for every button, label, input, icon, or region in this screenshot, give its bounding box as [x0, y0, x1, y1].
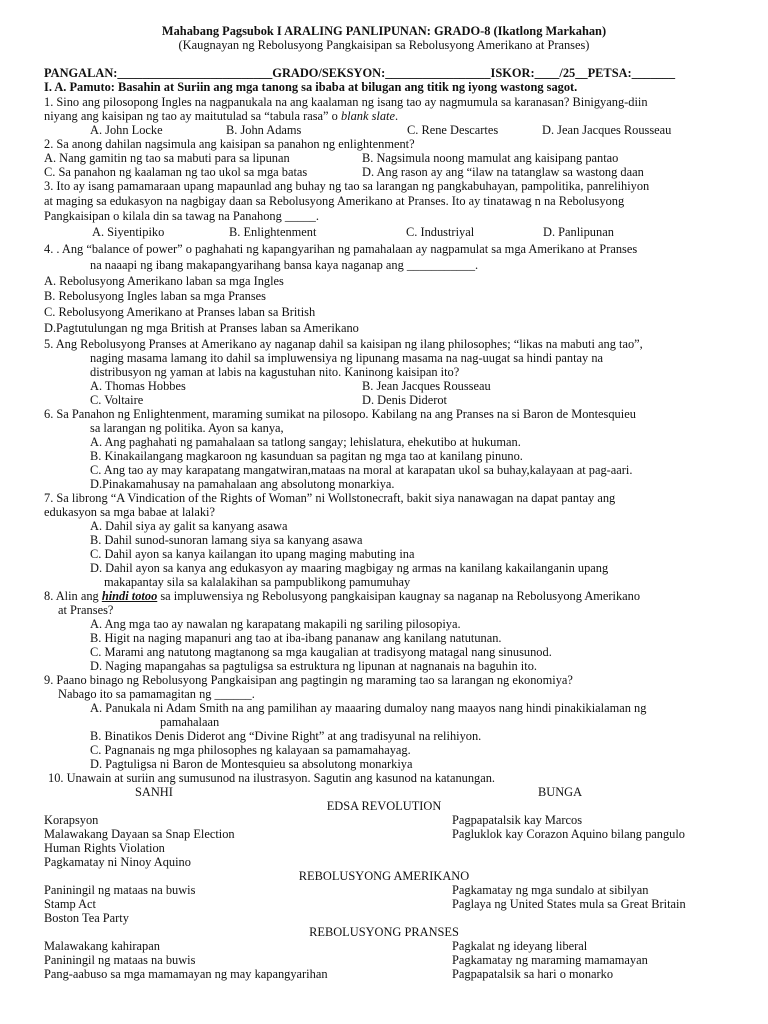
edsa-cause: Korapsyon — [44, 813, 99, 827]
q5-option-a[interactable]: A. Thomas Hobbes — [90, 379, 186, 393]
q10-stem: 10. Unawain at suriin ang sumusunod na ilustrasyon. Sagutin ang kasunod na katanungan. — [48, 771, 496, 785]
pranses-cause: Pang-aabuso sa mga mamamayan ng may kapangyarihan — [44, 967, 328, 981]
q3-option-c[interactable]: C. Industriyal — [406, 225, 475, 239]
edsa-cause: Malawakang Dayaan sa Snap Election — [44, 827, 235, 841]
q9-option-c[interactable]: C. Pagnanais ng mga philosophes ng kalayaan sa pamamahayag. — [90, 743, 411, 757]
q1-option-d[interactable]: D. Jean Jacques Rousseau — [542, 123, 672, 137]
q1-option-b[interactable]: B. John Adams — [226, 123, 302, 137]
q1-option-c[interactable]: C. Rene Descartes — [407, 123, 499, 137]
q6-option-d[interactable]: D.Pinakamahusay na pamahalaan ang absolutong monarkiya. — [90, 477, 395, 491]
pranses-effect: Pagkalat ng ideyang liberal — [452, 939, 588, 953]
q2-option-a[interactable]: A. Nang gamitin ng tao sa mabuti para sa lipunan — [44, 151, 290, 165]
edsa-cause: Human Rights Violation — [44, 841, 165, 855]
q7-option-d[interactable]: D. Dahil ayon sa kanya ang edukasyon ay maaring magbigay ng armas na kanilang kakailanganin upang — [90, 561, 609, 575]
q8-stem — [44, 589, 640, 603]
q5-option-d[interactable]: D. Denis Diderot — [362, 393, 447, 407]
q2-option-c[interactable]: C. Sa panahon ng kaalaman ng tao ukol sa mga batas — [44, 165, 308, 179]
q3-stem-cont: at maging sa edukasyon na nagbigay daan sa Rebolusyong Amerikano at Pranses. Ito ay tinatawag n na Rebolusyong — [44, 194, 625, 208]
q9-stem: 9. Paano binago ng Rebolusyong Pangkaisipan ang pagtingin ng maraming tao sa larangan ng ekonomiya? — [44, 673, 573, 687]
q4-option-c[interactable]: C. Rebolusyong Amerikano at Pranses laban sa British — [44, 305, 316, 319]
amerikano-cause: Boston Tea Party — [44, 911, 129, 925]
q2-option-d[interactable]: D. Ang rason ay ang “ilaw na tatanglaw sa wastong daan — [362, 165, 644, 179]
q7-option-d-cont[interactable]: makapantay sila sa kalalakihan sa pampublikong pamumuhay — [104, 575, 411, 589]
q6-option-c[interactable]: C. Ang tao ay may karapatang mangatwiran,mataas na moral at karapatan ukol sa buhay,kalayaan at pag-aari. — [90, 463, 633, 477]
q1-stem: 1. Sino ang pilosopong Ingles na nagpanukala na ang kaalaman ng isang tao ay nagmumula sa karanasan? Binigyang-diin — [44, 95, 648, 109]
q1-stem-end: . — [394, 109, 399, 123]
q9-option-a[interactable]: A. Panukala ni Adam Smith na ang pamilihan ay maaaring dumaloy nang maayos nang hindi pinakikialaman ng — [90, 701, 647, 715]
q8-stem-cont: at Pranses? — [58, 603, 114, 617]
q7-option-b[interactable]: B. Dahil sunod-sunoran lamang siya sa kanyang asawa — [90, 533, 363, 547]
q1-stem-text: niyang ang kaisipan ng tao ay maitutulad sa “tabula rasa” o — [44, 109, 341, 123]
q7-stem: 7. Sa librong “A Vindication of the Rights of Woman” ni Wollstonecraft, bakit siya nanawagan na dapat pantay ang — [44, 491, 616, 505]
q5-stem: 5. Ang Rebolusyong Pranses at Amerikano ay naganap dahil sa kaisipan ng ilang philosophes; “likas na mabuti ang tao”, — [44, 337, 643, 351]
q4-option-b[interactable]: B. Rebolusyong Ingles laban sa mga Pranses — [44, 289, 266, 303]
q6-option-b[interactable]: B. Kinakailangang magkaroon ng kasunduan sa pagitan ng mga tao at kanilang pinuno. — [90, 449, 523, 463]
q4-stem: 4. . Ang “balance of power” o paghahati ng kapangyarihan ng pamahalaan ay nagpamulat sa mga Amerikano at Pranses — [44, 242, 638, 256]
amerikano-effect: Pagkamatay ng mga sundalo at sibilyan — [452, 883, 649, 897]
pranses-effect: Pagkamatay ng maraming mamamayan — [452, 953, 648, 967]
q7-option-a[interactable]: A. Dahil siya ay galit sa kanyang asawa — [90, 519, 288, 533]
q9-option-a-cont[interactable]: pamahalaan — [160, 715, 220, 729]
edsa-effect: Pagpapatalsik kay Marcos — [452, 813, 583, 827]
q1-option-a[interactable]: A. John Locke — [90, 123, 163, 137]
exam-subtitle: (Kaugnayan ng Rebolusyong Pangkaisipan sa Rebolusyong Amerikano at Pranses) — [178, 38, 590, 52]
q4-stem-cont: na naaapi ng ibang makapangyarihang bansa kaya naganap ang ___________. — [90, 258, 479, 272]
q8-option-d[interactable]: D. Naging mapangahas sa pagtuligsa sa estruktura ng lipunan at nagnanais na baguhin ito. — [90, 659, 537, 673]
q5-option-c[interactable]: C. Voltaire — [90, 393, 144, 407]
q8-option-c[interactable]: C. Marami ang natutong magtanong sa mga kaugalian at tradisyong matagal nang sinusunod. — [90, 645, 552, 659]
q3-option-d[interactable]: D. Panlipunan — [543, 225, 614, 239]
q5-option-b[interactable]: B. Jean Jacques Rousseau — [362, 379, 491, 393]
q6-stem-cont: sa larangan ng politika. Ayon sa kanya, — [90, 421, 284, 435]
q3-stem: 3. Ito ay isang pamamaraan upang mapaunlad ang buhay ng tao sa larangan ng pangkabuhayan, pampolitika, panrelihiyon — [44, 179, 650, 193]
q2-option-b[interactable]: B. Nagsimula noong mamulat ang kaisipang pantao — [362, 151, 619, 165]
instructions: I. A. Pamuto: Basahin at Suriin ang mga tanong sa ibaba at bilugan ang titik ng iyong wastong sagot. — [44, 80, 578, 94]
q8-option-b[interactable]: B. Higit na naging mapanuri ang tao at iba-ibang pananaw ang kanilang natutunan. — [90, 631, 502, 645]
amerikano-cause: Stamp Act — [44, 897, 96, 911]
q5-stem-end: distribusyon ng yaman at labis na kagustuhan nito. Kaninong kaisipan ito? — [90, 365, 460, 379]
edsa-cause: Pagkamatay ni Ninoy Aquino — [44, 855, 191, 869]
section-heading-edsa: EDSA REVOLUTION — [326, 799, 442, 813]
section-heading-pranses: REBOLUSYONG PRANSES — [309, 925, 459, 939]
q6-stem: 6. Sa Panahon ng Enlightenment, maraming sumikat na pilosopo. Kabilang na ang Pranses na si Baron de Montesquieu — [44, 407, 636, 421]
pranses-effect: Pagpapatalsik sa hari o monarko — [452, 967, 614, 981]
q4-option-a[interactable]: A. Rebolusyong Amerikano laban sa mga Ingles — [44, 274, 284, 288]
q5-stem-cont: naging masama lamang ito dahil sa impluwensiya ng lipunang masama na nag-uugat sa hindi pantay na — [90, 351, 604, 365]
q8-emphasis: hindi totoo — [101, 589, 158, 603]
pranses-cause: Paniningil ng mataas na buwis — [44, 953, 196, 967]
column-header-sanhi: SANHI — [135, 785, 173, 799]
exam-title: Mahabang Pagsubok I ARALING PANLIPUNAN: GRADO-8 (Ikatlong Markahan) — [161, 24, 607, 38]
q9-stem-cont: Nabago ito sa pamamagitan ng ______. — [58, 687, 255, 701]
q9-option-d[interactable]: D. Pagtuligsa ni Baron de Montesquieu sa absolutong monarkiya — [90, 757, 413, 771]
q2-stem: 2. Sa anong dahilan nagsimula ang kaisipan sa panahon ng enlightenment? — [44, 137, 415, 151]
column-header-bunga: BUNGA — [538, 785, 583, 799]
amerikano-cause: Paniningil ng mataas na buwis — [44, 883, 196, 897]
q7-stem-cont: edukasyon sa mga babae at lalaki? — [44, 505, 215, 519]
q3-option-b[interactable]: B. Enlightenment — [229, 225, 317, 239]
student-info-line: PANGALAN:_________________________GRADO/SEKSYON:_________________ISKOR:____/25__PETSA:_______ — [44, 66, 676, 80]
q8-stem-text: 8. Alin ang — [44, 589, 102, 603]
amerikano-effect: Paglaya ng United States mula sa Great Britain — [452, 897, 686, 911]
q6-option-a[interactable]: A. Ang paghahati ng pamahalaan sa tatlong sangay; lehislatura, ehekutibo at hukuman. — [90, 435, 521, 449]
q3-stem-end: Pangkaisipan o kilala din sa tawag na Panahong _____. — [44, 209, 319, 223]
q9-option-b[interactable]: B. Binatikos Denis Diderot ang “Divine Right” at ang tradisyunal na relihiyon. — [90, 729, 482, 743]
q1-blank-slate: blank slate — [340, 109, 395, 123]
section-heading-amerikano: REBOLUSYONG AMERIKANO — [298, 869, 470, 883]
q3-option-a[interactable]: A. Siyentipiko — [92, 225, 165, 239]
q4-option-d[interactable]: D.Pagtutulungan ng mga British at Pranses laban sa Amerikano — [44, 321, 359, 335]
pranses-cause: Malawakang kahirapan — [44, 939, 160, 953]
q8-stem-rest: sa impluwensiya ng Rebolusyong pangkaisipan kaugnay sa naganap na Rebolusyong Amerikano — [157, 589, 641, 603]
edsa-effect: Pagluklok kay Corazon Aquino bilang pangulo — [452, 827, 685, 841]
q7-option-c[interactable]: C. Dahil ayon sa kanya kailangan ito upang maging mabuting ina — [90, 547, 415, 561]
q8-option-a[interactable]: A. Ang mga tao ay nawalan ng karapatang makapili ng sariling pilosopiya. — [90, 617, 461, 631]
q1-stem-cont — [44, 109, 398, 123]
